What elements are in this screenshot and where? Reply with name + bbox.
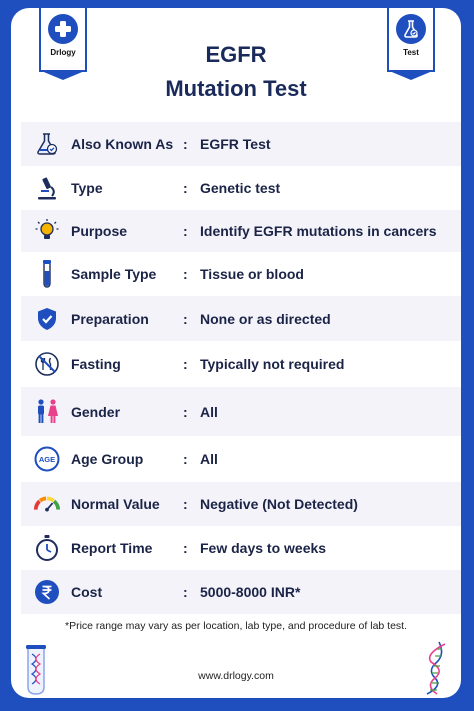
table-row	[21, 210, 461, 252]
row-label: Purpose	[71, 223, 128, 239]
row-value: Negative (Not Detected)	[200, 496, 358, 512]
row-colon: :	[183, 584, 188, 600]
website-link[interactable]: www.drlogy.com	[198, 670, 274, 682]
row-label: Age Group	[71, 451, 144, 467]
row-value: None or as directed	[200, 310, 331, 327]
table-row	[21, 166, 461, 210]
table-row	[21, 482, 461, 526]
row-colon: :	[183, 223, 188, 239]
row-colon: :	[183, 356, 188, 372]
age-icon	[33, 445, 61, 473]
table-row	[21, 252, 461, 296]
row-label: Cost	[71, 584, 103, 600]
microscope-icon	[33, 174, 61, 202]
row-label: Sample Type	[71, 266, 157, 282]
stopwatch-icon	[33, 534, 61, 562]
page-subtitle: Mutation Test	[165, 76, 307, 101]
row-colon: :	[183, 310, 188, 327]
row-colon: :	[183, 451, 188, 467]
row-label: Gender	[71, 403, 121, 420]
page-title: EGFR	[205, 42, 267, 67]
row-value: Typically not required	[200, 356, 345, 372]
flask-icon	[33, 130, 61, 158]
rupee-icon	[33, 578, 61, 606]
info-table	[21, 122, 461, 614]
svg-text:AGE: AGE	[38, 455, 56, 464]
row-value: Genetic test	[200, 180, 281, 196]
row-value: Tissue or blood	[200, 266, 304, 282]
table-row	[21, 526, 461, 570]
gauge-icon	[33, 490, 61, 518]
row-colon: :	[183, 136, 188, 152]
test-tube-icon	[33, 260, 61, 288]
row-value: All	[200, 451, 218, 467]
row-colon: :	[183, 403, 188, 420]
table-row	[21, 436, 461, 482]
table-row	[21, 341, 461, 387]
table-row	[21, 570, 461, 614]
lightbulb-icon	[33, 217, 61, 245]
shield-check-icon	[33, 305, 61, 333]
row-colon: :	[183, 496, 188, 512]
row-value: Identify EGFR mutations in cancers	[200, 223, 437, 239]
male-female-icon	[33, 398, 61, 426]
row-value: All	[200, 403, 218, 420]
row-colon: :	[183, 266, 188, 282]
no-food-icon	[33, 350, 61, 378]
lab-flask-icon	[396, 14, 426, 44]
info-card	[11, 8, 461, 698]
row-label: Preparation	[71, 310, 149, 327]
table-row	[21, 296, 461, 341]
row-colon: :	[183, 540, 188, 556]
row-label: Fasting	[71, 356, 121, 372]
test-label: Test	[403, 48, 419, 57]
row-colon: :	[183, 180, 188, 196]
logo-label: Drlogy	[50, 48, 76, 57]
row-label: Report Time	[71, 540, 153, 556]
medical-cross-icon	[48, 14, 78, 44]
price-disclaimer: *Price range may vary as per location, lab type, and procedure of lab test.	[64, 620, 408, 632]
row-label: Normal Value	[71, 496, 160, 512]
table-row	[21, 122, 461, 166]
row-value: Few days to weeks	[200, 540, 327, 556]
dna-helix-icon	[423, 640, 449, 698]
row-label: Type	[71, 180, 103, 196]
row-label: Also Known As	[71, 136, 174, 152]
row-value: 5000-8000 INR*	[200, 584, 301, 600]
table-row	[21, 387, 461, 436]
row-value: EGFR Test	[200, 136, 271, 152]
